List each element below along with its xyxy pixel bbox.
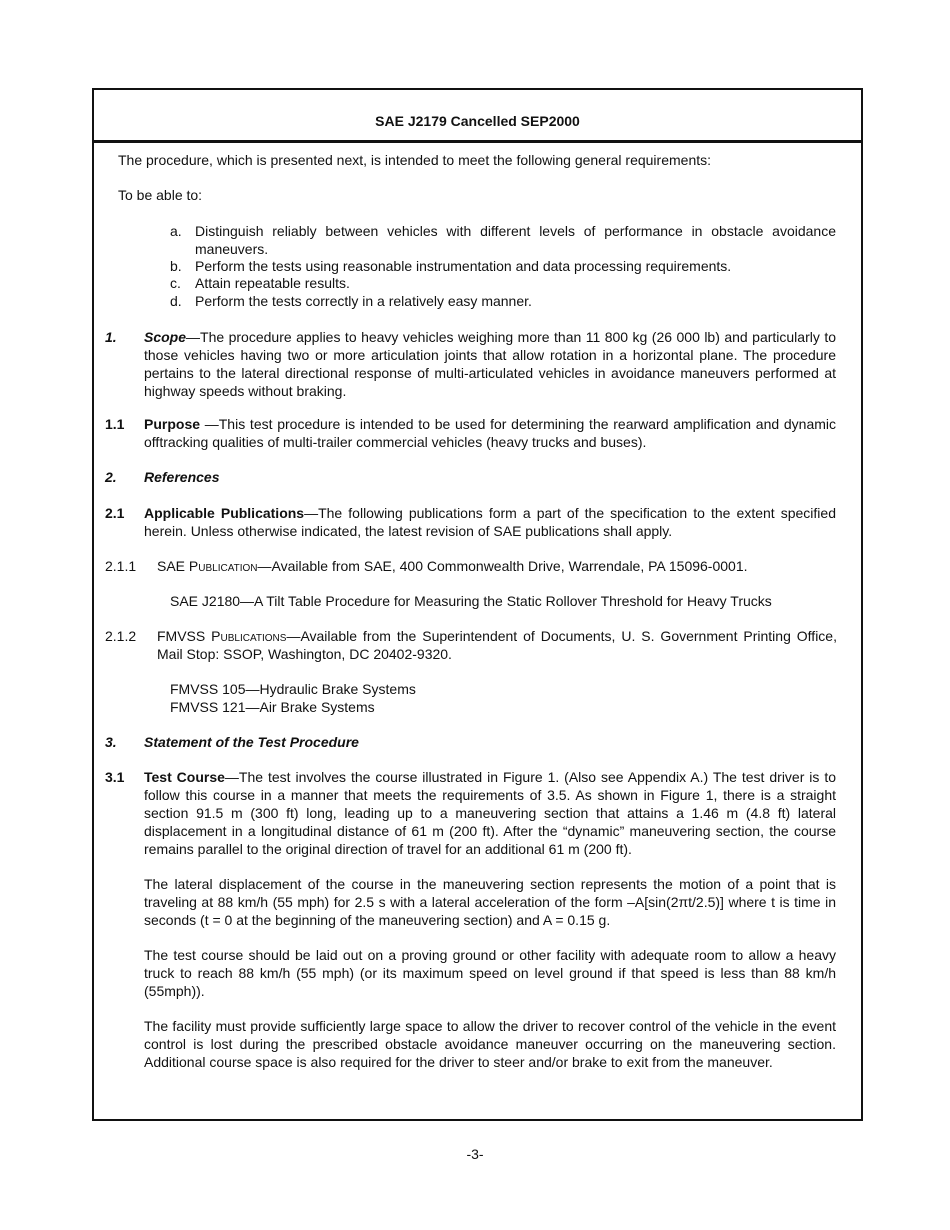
intro-paragraph: The procedure, which is presented next, is intended to meet the following general requirements: <box>118 152 712 168</box>
section-title: Purpose <box>144 416 201 432</box>
paragraph-proving-ground: The test course should be laid out on a proving ground or other facility with adequate room to allow a heavy truck to reach 88 km/h (55 mph) (or its maximum speed on level ground if that speed is less than 88 km/h (55mph)). <box>144 947 836 999</box>
document-title: SAE J2179 Cancelled SEP2000 <box>375 113 580 129</box>
section-fmvss-publications <box>157 627 837 663</box>
list-text: Distinguish reliably between vehicles with different levels of performance in obstacle avoidance maneuvers. <box>195 223 836 257</box>
reference-fmvss-105: FMVSS 105—Hydraulic Brake Systems <box>170 681 416 697</box>
list-letter: a. <box>170 223 182 239</box>
list-item-c <box>170 274 836 292</box>
reference-fmvss-121: FMVSS 121—Air Brake Systems <box>170 699 375 715</box>
section-number: 2.1 <box>105 505 125 521</box>
document-header <box>94 90 861 143</box>
section-number: 2.1.1 <box>105 558 137 574</box>
list-letter: c. <box>170 275 181 291</box>
section-text: —This test procedure is intended to be used for determining the rearward amplification and dynamic offtracking qualities of multi-trailer commercial vehicles (heavy trucks and buses). <box>144 416 836 450</box>
list-item-b <box>170 257 836 275</box>
section-number: 1. <box>105 329 117 345</box>
section-label: SAE Publication <box>157 558 258 574</box>
reference-sae-j2180: SAE J2180—A Tilt Table Procedure for Measuring the Static Rollover Threshold for Heavy Trucks <box>170 593 772 609</box>
paragraph-recovery-space: The facility must provide sufficiently large space to allow the driver to recover control of the vehicle in the event control is lost during the prescribed obstacle avoidance maneuver occurring on the maneuvering section. Additional course space is also required for the driver to steer and/or brake to exit from the maneuver. <box>144 1018 836 1070</box>
section-sae-publication <box>157 557 837 575</box>
section-scope <box>144 328 836 400</box>
section-number: 2. <box>105 469 117 485</box>
section-text: —Available from SAE, 400 Commonwealth Drive, Warrendale, PA 15096-0001. <box>257 558 748 574</box>
list-letter: d. <box>170 293 182 309</box>
section-number: 2.1.2 <box>105 628 137 644</box>
section-title-references: References <box>144 469 220 485</box>
section-number: 1.1 <box>105 416 125 432</box>
section-text: —The procedure applies to heavy vehicles weighing more than 11 800 kg (26 000 lb) and particularly to those vehicles having two or more articulation joints that allow rotation in a horizontal plane. The procedure pertains to the lateral directional response of multi-articulated vehicles in avoidance maneuvers performed at highway speeds without braking. <box>144 329 836 399</box>
list-item-d <box>170 292 836 310</box>
section-text: —The test involves the course illustrated in Figure 1. (Also see Appendix A.) The test driver is to follow this course in a manner that meets the requirements of 3.5. As shown in Figure 1, there is a straight section 91.5 m (300 ft) long, leading up to a maneuvering section that attains a 1.46 m (4.8 ft) lateral displacement in a longitudinal distance of 61 m (200 ft). After the “dynamic” maneuvering section, the course remains parallel to the original direction of travel for an additional 61 m (200 ft). <box>144 769 837 857</box>
section-applicable-publications <box>144 504 836 540</box>
section-text: —Available from the Superintendent of Documents, U. S. Government Printing Office, Mail Stop: SSOP, Washington, DC 20402-9320. <box>157 628 837 662</box>
list-text: Perform the tests using reasonable instrumentation and data processing requirements. <box>195 258 732 274</box>
page-number: -3- <box>466 1146 484 1162</box>
section-title: Test Course <box>144 769 225 785</box>
section-number: 3. <box>105 734 117 750</box>
section-label: FMVSS Publications <box>157 628 287 644</box>
section-test-course <box>144 768 836 858</box>
section-title: Applicable Publications <box>144 505 305 521</box>
section-title: Scope <box>144 329 187 345</box>
section-title-statement: Statement of the Test Procedure <box>144 734 359 750</box>
list-text: Perform the tests correctly in a relatively easy manner. <box>195 293 532 309</box>
list-text: Attain repeatable results. <box>195 275 350 291</box>
list-letter: b. <box>170 258 182 274</box>
paragraph-lateral-displacement: The lateral displacement of the course in the maneuvering section represents the motion of a point that is traveling at 88 km/h (55 mph) for 2.5 s with a lateral acceleration of the form –A[sin(2πt/2.5)] where t is time in seconds (t = 0 at the beginning of the maneuvering section) and A = 0.15 g. <box>144 876 836 928</box>
section-number: 3.1 <box>105 769 125 785</box>
section-text: —The following publications form a part of the specification to the extent specified herein. Unless otherwise indicated, the latest revision of SAE publications shall apply. <box>144 505 836 539</box>
section-purpose <box>144 415 836 451</box>
list-item-a <box>170 222 836 258</box>
intro-lead: To be able to: <box>118 187 203 203</box>
